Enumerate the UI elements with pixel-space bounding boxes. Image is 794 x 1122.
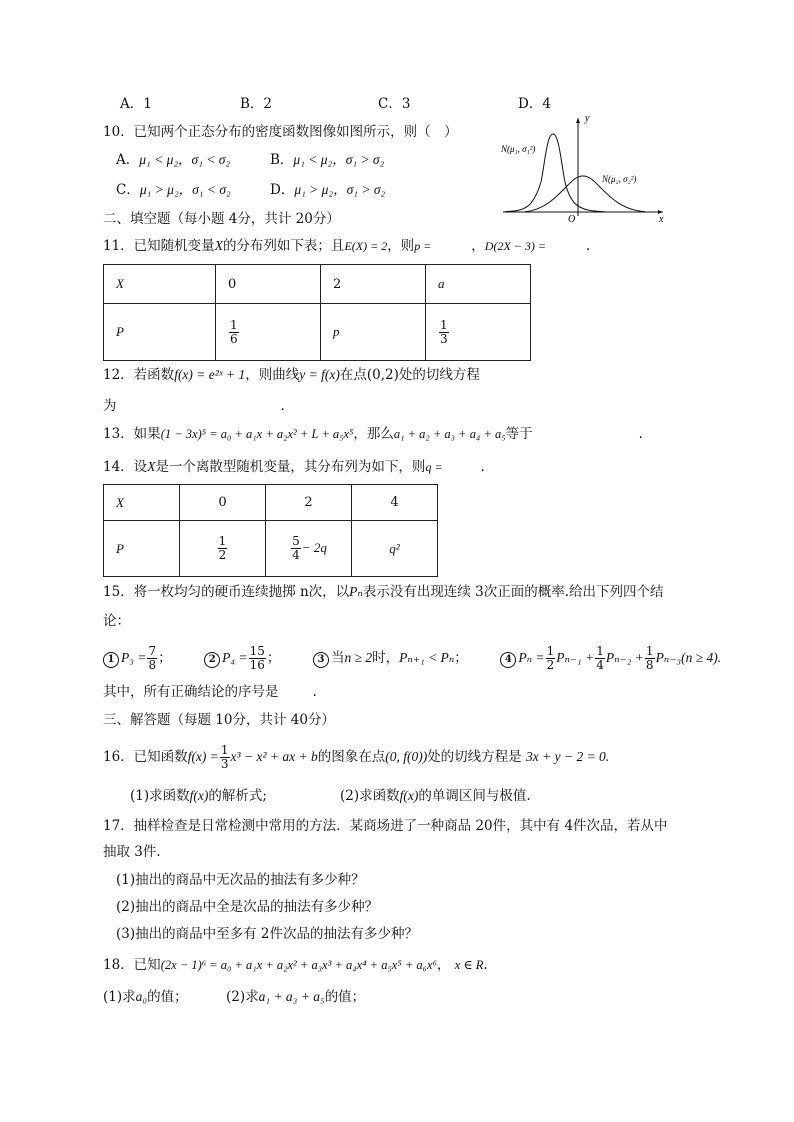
y-axis-arrow: [576, 118, 580, 123]
q18-stem: 18．已知(2x − 1)⁶ = a₀ + a₁x + a₂x² + a₃x³ + a₄x⁴ + a₅x⁵ + a₆x⁶， x ∈ R.: [103, 957, 488, 973]
table-cell: 0: [180, 485, 266, 521]
table-cell: 2: [321, 265, 426, 304]
table-cell: a: [426, 265, 531, 304]
section3-heading: 三、解答题（每题 10分，共计 40分）: [103, 712, 335, 728]
table-cell: P: [104, 304, 216, 361]
table-cell: 0: [216, 265, 321, 304]
q11-stem: 11．已知随机变量X的分布列如下表；且E(X) = 2，则p = ，D(2X − 3) = .: [103, 238, 591, 254]
table-row: [104, 304, 531, 361]
q14-distribution-table: [103, 484, 438, 577]
q15-conclusions: 1 P₃ = $\frac{7}{8}$ ； 2 P₄ = $\frac{15}{16}$ ； 3 当n ≥ 2时，Pₙ₊₁ < Pₙ； 4 Pₙ = $\frac{1}{2}$ Pₙ₋₁ + $\frac{1}{4}$ Pₙ₋₂ + $\frac{1}{8}$ Pₙ₋₃(n ≥ 4).: [103, 645, 721, 672]
table-cell: $\frac{1}{3}$: [426, 304, 531, 361]
table-cell: P: [104, 521, 180, 577]
origin-label: O: [568, 214, 576, 224]
q16-sub2: (2)求函数f(x)的单调区间与极值.: [340, 788, 531, 804]
table-row: [104, 485, 438, 521]
table-cell: $\frac{1}{6}$: [216, 304, 321, 361]
q10-stem: 10．已知两个正态分布的密度函数图像如图所示，则（ ）: [103, 124, 458, 140]
table-cell: q²: [352, 521, 438, 577]
q17-line1: 17．抽样检查是日常检测中常用的方法．某商场进了一种商品 20件，其中有 4件次品，若从中: [103, 818, 668, 834]
q15-answer-line: 其中，所有正确结论的序号是 .: [103, 684, 317, 700]
y-axis-label: y: [585, 113, 590, 124]
table-row: [104, 521, 438, 577]
q9-option-b: B．2: [240, 96, 273, 112]
q10-option-c: C．μ₁ > μ₂，σ₁ < σ₂: [116, 182, 231, 198]
normal-density-figure: [495, 112, 670, 224]
table-cell: X: [104, 265, 216, 304]
q9-option-d: D．4: [518, 96, 551, 112]
q12-line2: 为 .: [103, 398, 285, 414]
circled-number-1: 1: [103, 652, 119, 668]
q10-option-b: B．μ₁ < μ₂，σ₁ > σ₂: [270, 152, 385, 168]
q18-sub2: (2)求a₁ + a₃ + a₅的值；: [226, 989, 366, 1005]
q17-sub2: (2)抽出的商品中全是次品的抽法有多少种？: [116, 899, 379, 915]
q9-option-a: A．1: [120, 96, 152, 112]
q10-option-d: D．μ₁ > μ₂，σ₁ > σ₂: [270, 182, 386, 198]
q12-stem: 12．若函数f(x) = e²ˣ + 1，则曲线y = f(x)在点(0,2)处的切线方程: [103, 367, 480, 383]
q17-sub1: (1)抽出的商品中无次品的抽法有多少种？: [116, 872, 365, 888]
q15-line1: 15．将一枚均匀的硬币连续抛掷 n次，以Pₙ表示没有出现连续 3次正面的概率.给出下列四个结: [103, 584, 664, 600]
q11-distribution-table: [103, 264, 531, 361]
curve-n2-label: N(μ₂, σ₂²): [602, 174, 637, 184]
table-cell: 4: [352, 485, 438, 521]
table-cell: p: [321, 304, 426, 361]
circled-number-2: 2: [204, 652, 220, 668]
circled-number-3: 3: [313, 652, 329, 668]
table-cell: X: [104, 485, 180, 521]
table-cell: 2: [266, 485, 352, 521]
q9-option-c: C．3: [378, 96, 411, 112]
q16-sub1: (1)求函数f(x)的解析式;: [130, 788, 267, 804]
q18-sub1: (1)求a₀的值；: [103, 989, 188, 1005]
table-cell: $\frac{1}{2}$: [180, 521, 266, 577]
circled-number-4: 4: [500, 652, 516, 668]
q17-line2: 抽取 3件．: [103, 844, 170, 860]
table-row: [104, 265, 531, 304]
q13-stem: 13．如果(1 − 3x)⁵ = a₀ + a₁x + a₂x² + L + a₅x⁵，那么a₁ + a₂ + a₃ + a₄ + a₅等于 .: [103, 426, 643, 442]
x-axis-label: x: [659, 214, 664, 224]
curve-n1-label: N(μ₁, σ₁²): [501, 144, 536, 154]
section2-heading: 二、填空题（每小题 4分，共计 20分）: [103, 211, 340, 227]
q16-stem: 16．已知函数f(x) = $\frac{1}{3}$ x³ − x² + ax + b的图象在点(0, f(0))处的切线方程是 3x + y − 2 = 0.: [103, 743, 610, 771]
q14-stem: 14．设X是一个离散型随机变量，其分布列为如下，则q = .: [103, 459, 485, 475]
q10-option-a: A．μ₁ < μ₂，σ₁ < σ₂: [116, 152, 231, 168]
q17-sub3: (3)抽出的商品中至多有 2件次品的抽法有多少种？: [116, 926, 419, 942]
q15-line2: 论：: [103, 613, 130, 629]
table-cell: $\frac{5}{4}$ − 2q: [266, 521, 352, 577]
